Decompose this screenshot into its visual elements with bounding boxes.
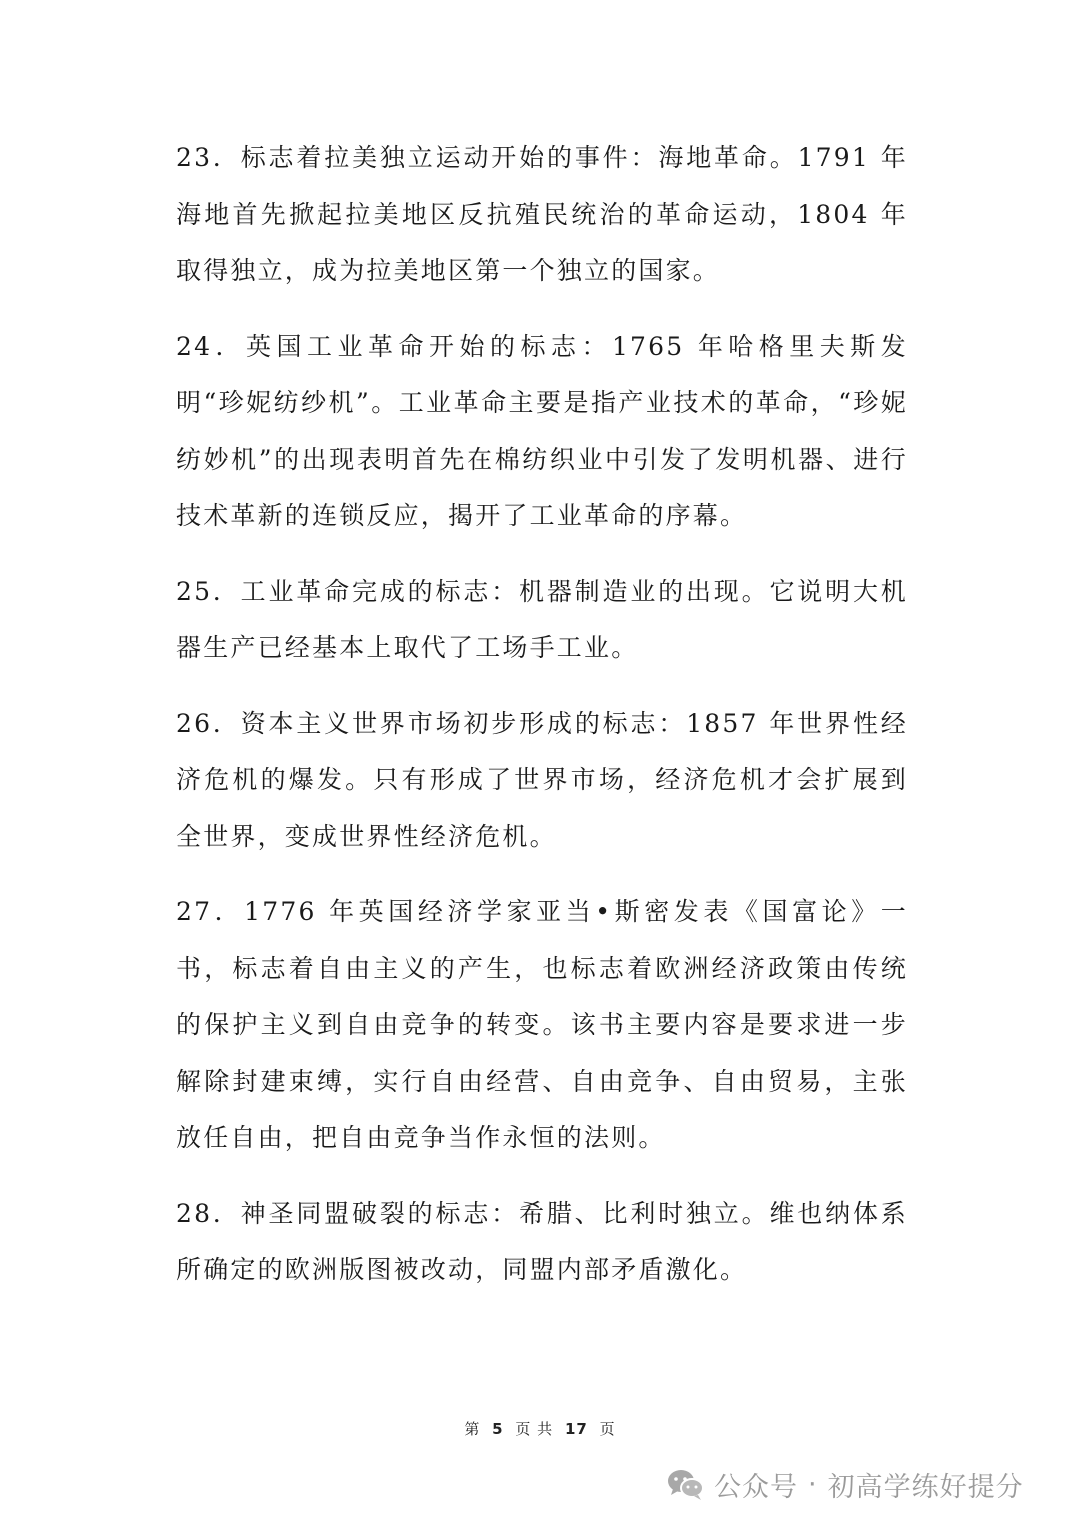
footer-page-number: 5 — [492, 1420, 504, 1438]
paragraph-26: 26．资本主义世界市场初步形成的标志：1857 年世界性经济危机的爆发。只有形成了世界市场，经济危机才会扩展到全世界，变成世界性经济危机。 — [176, 708, 908, 851]
watermark-account-name: 初高学练好提分 — [827, 1471, 1024, 1503]
paragraph-24: 24．英国工业革命开始的标志：1765 年哈格里夫斯发明“珍妮纺纱机”。工业革命主要是指产业技术的革命，“珍妮纺妙机”的出现表明首先在棉纺织业中引发了发明机器、进行技术革新的连锁反应，揭开了工业革命的序幕。 — [176, 331, 908, 530]
footer-total-pages: 17 — [564, 1420, 588, 1438]
wechat-watermark — [666, 1462, 1024, 1506]
footer-prefix: 第 — [464, 1420, 481, 1438]
watermark-separator: · — [808, 1468, 818, 1500]
paragraph-27: 27．1776 年英国经济学家亚当•斯密发表《国富论》一书，标志着自由主义的产生，也标志着欧洲经济政策由传统的保护主义到自由竞争的转变。该书主要内容是要求进一步解除封建束缚，实行自由经营、自由竞争、自由贸易，主张放任自由，把自由竞争当作永恒的法则。 — [176, 897, 908, 1152]
wechat-icon — [666, 1467, 706, 1501]
paragraph-25: 25．工业革命完成的标志：机器制造业的出现。它说明大机器生产已经基本上取代了工场手工业。 — [176, 576, 908, 662]
watermark-account-label: 公众号 — [714, 1471, 798, 1503]
footer-middle: 页 共 — [515, 1420, 554, 1438]
footer-suffix: 页 — [599, 1420, 616, 1438]
page-footer — [0, 1418, 1080, 1439]
paragraph-23: 23．标志着拉美独立运动开始的事件：海地革命。1791 年海地首先掀起拉美地区反抗殖民统治的革命运动，1804 年取得独立，成为拉美地区第一个独立的国家。 — [176, 143, 908, 285]
document-body — [176, 130, 908, 1318]
paragraph-28: 28．神圣同盟破裂的标志：希腊、比利时独立。维也纳体系所确定的欧洲版图被改动，同盟内部矛盾激化。 — [176, 1198, 908, 1284]
